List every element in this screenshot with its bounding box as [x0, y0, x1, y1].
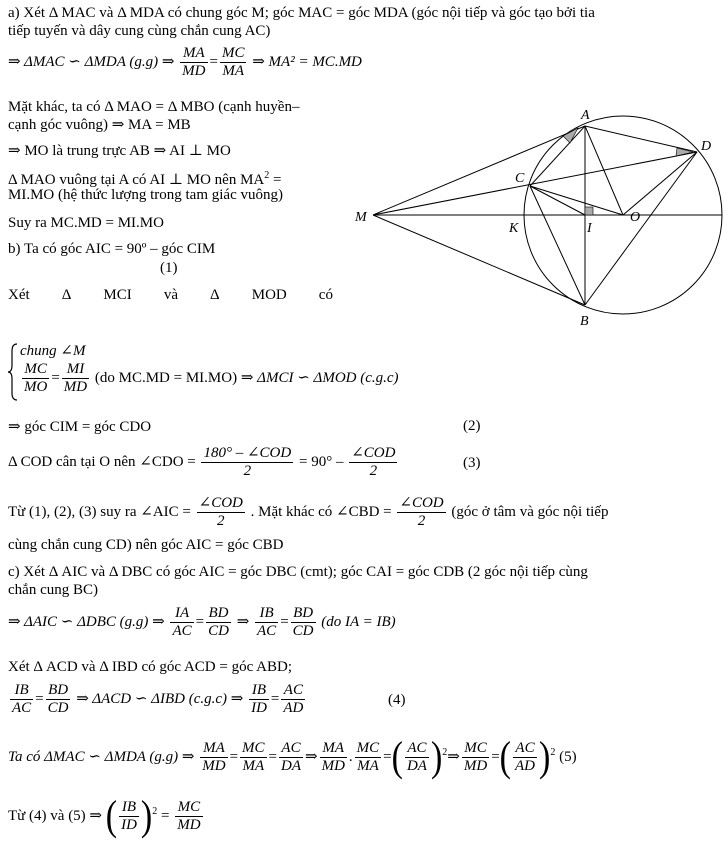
eq-post: ⇒ MA² = MC.MD: [252, 54, 362, 70]
sys-common-angle: chung ∠M: [20, 343, 86, 359]
sys-ratio-line: $\frac{MC}{MO}$ = $\frac{MI}{MD}$ (do MC.MD = MI.MO) ⇒ ΔMCI ∽ ΔMOD (c.g.c): [24, 361, 399, 396]
right-angle-i: [585, 207, 593, 215]
label-i: I: [587, 221, 592, 236]
frac-ma-md: $\frac{MA}{MD}$: [182, 45, 206, 80]
tag-3: (3): [463, 455, 481, 471]
line-b2: Xét Δ MCI và Δ MOD có: [8, 287, 333, 303]
line-c7: Từ (4) và (5) ⇒ ( $\frac{IB}{ID}$ )$^2$ = $\frac{MC}{MD}$: [8, 792, 201, 840]
line-c4: Xét Δ ACD và Δ IBD có góc ACD = góc ABD;: [8, 659, 292, 675]
line-c6: Ta có ΔMAC ∽ ΔMDA (g.g) ⇒ $\frac{MA}{MD}$ = $\frac{MC}{MA}$ = $\frac{AC}{DA}$ ⇒ $\frac{MA}{MD}$ . $\frac{MC}{MA}$ =( $\frac{AC}{DA}$ )$^2$⇒ $\frac{MC}{MD}$ =( $\frac{AC}{AD}$ )$^2$ (5): [8, 733, 577, 781]
line-c3: ⇒ ΔAIC ∽ ΔDBC (g.g) ⇒ $\frac{IA}{AC}$ = $\frac{BD}{CD}$ ⇒ $\frac{IB}{AC}$ = $\frac{BD}{CD}$ (do IA = IB): [8, 605, 396, 640]
label-b: B: [580, 314, 589, 329]
label-d: D: [701, 139, 712, 154]
label-c: C: [515, 171, 525, 186]
eq-similar-mac-mda: ⇒ ΔMAC ∽ ΔMDA (g.g) ⇒ $\frac{MA}{MD}$ = $\frac{MC}{MA}$ ⇒ MA² = MC.MD: [8, 45, 362, 80]
tag-4: (4): [388, 692, 406, 708]
line-b5: Từ (1), (2), (3) suy ra ∠AIC = ∠COD 2 . Mặt khác có ∠CBD = ∠COD 2 (góc ở tâm và góc nội tiếp: [8, 495, 609, 530]
line-b6: cùng chắn cung CD) nên góc AIC = góc CBD: [8, 537, 284, 553]
line-c5: $\frac{IB}{AC}$ = $\frac{BD}{CD}$ ⇒ ΔACD ∽ ΔIBD (c.g.c) ⇒ $\frac{IB}{ID}$ = $\frac{AC}{AD}$: [12, 682, 304, 717]
line-a1: a) Xét Δ MAC và Δ MDA có chung góc M; góc MAC = góc MDA (góc nội tiếp và góc tạo bởi tia: [8, 5, 595, 21]
line-a8: Suy ra MC.MD = MI.MO: [8, 215, 164, 231]
line-a5: ⇒ MO là trung trực AB ⇒ AI ⊥ MO: [8, 143, 231, 159]
line-b4: Δ COD cân tại O nên ∠CDO = 180° – ∠COD 2 = 90° – ∠COD 2: [8, 445, 396, 480]
sys-conclusion: ⇒ ΔMCI ∽ ΔMOD (c.g.c): [240, 370, 399, 386]
line-c2: chắn cung BC): [8, 582, 98, 598]
line-c1: c) Xét Δ AIC và Δ DBC có góc AIC = góc DBC (cmt); góc CAI = góc CDB (2 góc nội tiếp cùng: [8, 564, 588, 580]
line-a3: Mặt khác, ta có Δ MAO = Δ MBO (cạnh huyền–: [8, 99, 300, 115]
label-m: M: [355, 210, 367, 225]
tag-1: (1): [160, 260, 178, 276]
label-a: A: [581, 108, 590, 123]
eq-pre: ⇒ ΔMAC ∽ ΔMDA (g.g) ⇒: [8, 54, 175, 70]
label-o: O: [630, 210, 641, 225]
label-k: K: [509, 221, 519, 236]
line-a6: Δ MAO vuông tại A có AI ⊥ MO nên $MA^2$ =: [8, 170, 282, 188]
line-a2: tiếp tuyến và dây cung cùng chắn cung AC): [8, 23, 271, 39]
sys-reason: (do MC.MD = MI.MO): [94, 370, 238, 386]
line-a4: cạnh góc vuông) ⇒ MA = MB: [8, 117, 191, 133]
line-b3: ⇒ góc CIM = góc CDO: [8, 419, 152, 435]
line-a7: MI.MO (hệ thức lượng trong tam giác vuông): [8, 187, 283, 203]
line-b1: b) Ta có góc AIC = 90º – góc CIM: [8, 241, 216, 257]
tag-2: (2): [463, 418, 481, 434]
frac-mc-ma: $\frac{MC}{MA}$: [221, 45, 245, 80]
